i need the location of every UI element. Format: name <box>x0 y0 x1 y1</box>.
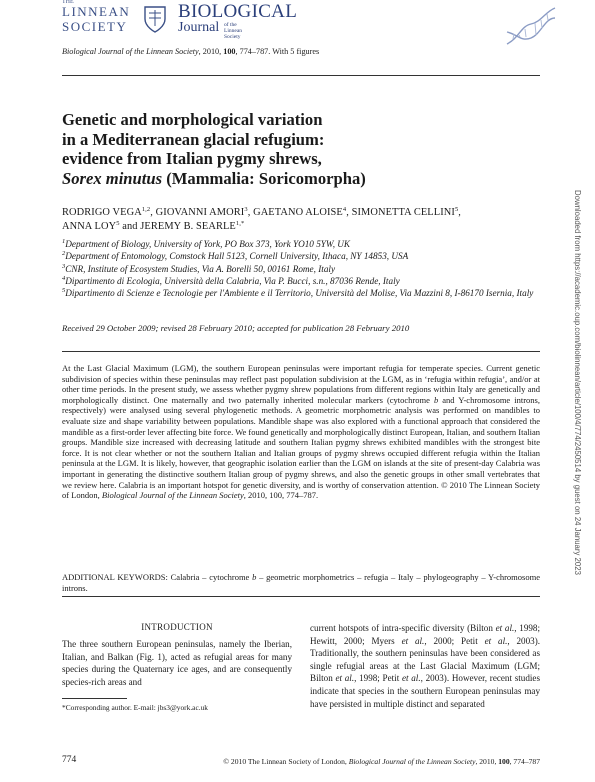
society-crest-icon <box>142 4 168 34</box>
logo-linnean-text: LINNEAN <box>62 4 131 19</box>
dna-helix-icon <box>505 4 557 48</box>
page-number: 774 <box>62 755 77 765</box>
section-heading-introduction: INTRODUCTION <box>141 622 213 632</box>
footnote-corresponding-author: *Corresponding author. E-mail: jbs3@york.ac.uk <box>62 703 208 712</box>
affiliation: $^2$Department of Entomology, Comstock Hall 5123, Cornell University, Ithaca, NY 14853, USA <box>62 250 409 262</box>
author: SIMONETTA CELLINI <box>351 207 455 218</box>
author: ANNA LOY <box>62 221 117 232</box>
journal-word: Journal <box>178 20 220 35</box>
affiliation: $^1$Department of Biology, University of York, PO Box 373, York YO10 5YW, UK <box>62 238 351 249</box>
author: JEREMY B. SEARLE <box>140 221 236 232</box>
citation-line: Biological Journal of the Linnean Society, 2010, 100, 774–787. With 5 figures <box>62 47 320 56</box>
received-dates: Received 29 October 2009; revised 28 February 2010; accepted for publication 28 February 2010 <box>62 323 410 333</box>
affiliation-list <box>62 238 542 299</box>
abstract-divider <box>62 351 540 352</box>
keywords: ADDITIONAL KEYWORDS: Calabria – cytochrome b – geometric morphometrics – refugia – Italy – phylogeography – Y-chromosome introns. <box>62 572 540 593</box>
author: GAETANO ALOISE <box>253 207 343 218</box>
author: GIOVANNI AMORI <box>155 207 245 218</box>
journal-of-the-linnean: of the Linnean Society <box>224 22 243 40</box>
body-right-column: current hotspots of intra-specific diversity (Bilton et al., 1998; Hewitt, 2000; Myers et al., 2000; Petit et al., 2003). Traditionally, the southern peninsulas have been considered as single refugial areas at the Last Glacial Maximum (LGM; Bilton et al., 1998; Petit et al., 2003). However, recent studies indicate that species in the southern European peninsulas may have persisted in multiple distinct and separated <box>310 623 541 709</box>
keywords-label: ADDITIONAL KEYWORDS: <box>62 572 168 582</box>
author: RODRIGO VEGA <box>62 207 142 218</box>
abstract-end-divider <box>62 596 540 597</box>
header-divider <box>62 75 540 76</box>
author-list: RODRIGO VEGA$^{1,2}$, GIOVANNI AMORI$^3$, GAETANO ALOISE$^4$, SIMONETTA CELLINI$^5$, ANNA LOY$^5$ and JEREMY B. $SEARLE^{1,*}$ <box>62 206 461 232</box>
journal-title: BIOLOGICAL <box>178 1 298 22</box>
affiliation: $^4$Dipartimento di Ecologia, Università della Calabria, Via P. Bucci, s.n., 87036 Rende, Italy <box>62 274 400 286</box>
download-watermark: Downloaded from https://academic.oup.com/biolinnean/article/100/4/774/2450514 by guest on 24 January 2023 <box>573 190 582 575</box>
logo-society-text: SOCIETY <box>62 19 128 34</box>
logo-the-text: THE <box>62 0 74 5</box>
paper-title: Genetic and morphological variation in a Mediterranean glacial refugium: evidence from Italian pygmy shrews, Sorex minutus (Mammalia: Soricomorpha) <box>62 110 366 188</box>
body-left-column: The three southern European peninsulas, namely the Iberian, Italian, and Balkan (Fig. 1), acted as refugial areas for many species during the Quaternary ice ages, and are consequently species-rich areas and <box>62 639 292 687</box>
affiliation: $^5$Dipartimento di Scienze e Tecnologie per l'Ambiente e il Territorio, Università del Molise, Via Mazzini 8, I-86170 Isernia, Italy <box>62 287 534 299</box>
affiliation: $^3$CNR, Institute of Ecosystem Studies, Via A. Borelli 50, 00161 Rome, Italy <box>62 262 336 274</box>
abstract: At the Last Glacial Maximum (LGM), the southern European peninsulas were important refugia for temperate species. Current genetic subdivision of species within these peninsulas may reflect past population subdivision at the LGM, as in ‘refugia within refugia’, and/or at other time periods. In the present study, we assess whether pygmy shrew populations from different regions within Italy are genetically and morphologically distinct. One maternally and two paternally inherited molecular markers (cytochrome b and Y-chromosome introns, respectively) were analysed using several phylogenetic methods. A geometric morphometric analysis was performed on mandibles to evaluate size and shape variability between populations. Mandible shape was also explored with a functional approach that considered the mandible as a first-order lever affecting bite force. We found genetically and morphologically distinct European, Italian, and southern Italian groups. Mandible size increased with decreasing latitude and southern Italian pygmy shrews exhibited mandibles with the strongest bite force. It is not clear whether or not the southern Italian and Italian groups of pygmy shrews occupied different refugia within the Italian peninsula at the LGM. It is likely, however, that geographic isolation earlier than the LGM on islands at the site of present-day Calabria was important in generating the distinctive southern Italian group of pygmy shrews, and also the genetic groups in other small vertebrates that we review here. Calabria is an important hotspot for genetic diversity, and is worthy of conservation attention. © 2010 The Linnean Society of London, Biological Journal of the Linnean Society, 2010, 100, 774–787. <box>62 363 540 501</box>
footnote-divider <box>62 698 127 699</box>
footer-copyright: © 2010 The Linnean Society of London, Biological Journal of the Linnean Society, 2010, 100, 774–787 <box>223 757 540 766</box>
